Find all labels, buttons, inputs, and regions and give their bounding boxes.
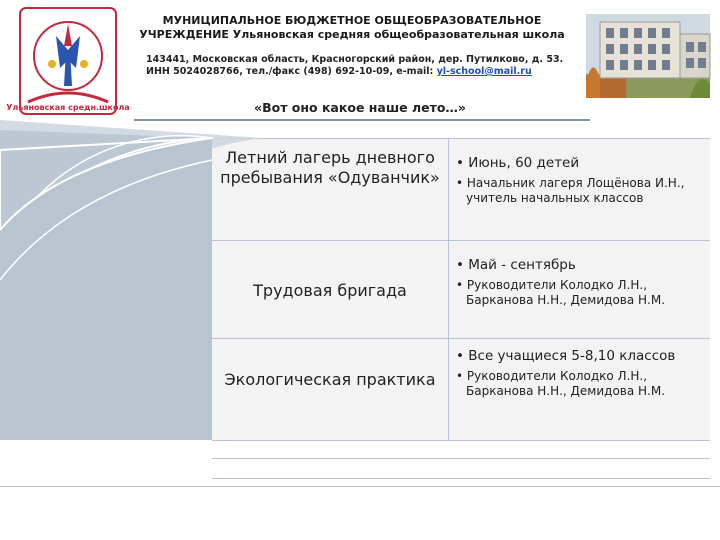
row1-bullet-period: • Июнь, 60 детей (456, 155, 580, 171)
footer-rule-1 (212, 458, 710, 459)
activity-work-brigade: Трудовая бригада (253, 281, 407, 300)
footer-rule-3 (0, 486, 720, 487)
contact-block (146, 54, 586, 78)
logo-caption: Ульяновская средн.школа (6, 103, 130, 112)
arc-outer-fill (0, 120, 220, 540)
row2-bullet-period: • Май - сентябрь (456, 257, 576, 273)
row1-bullet-leader: • Начальник лагеря Лощёнова И.Н., учитель начальных классов (456, 176, 685, 205)
table-rule-bottom (212, 440, 710, 441)
row3-details (456, 348, 686, 398)
row1-details (456, 155, 686, 205)
email-link[interactable]: yl-school@mail.ru (436, 66, 532, 77)
table-column-divider (448, 138, 449, 440)
footer-rule-2 (212, 478, 710, 479)
activity-summer-camp: Летний лагерь дневного пребывания «Одуванчик» (220, 148, 440, 187)
row2-details (456, 257, 686, 307)
table-rule-top (212, 138, 710, 139)
table-rule-row2 (212, 338, 710, 339)
institution-name-line1: МУНИЦИПАЛЬНОЕ БЮДЖЕТНОЕ ОБЩЕОБРАЗОВАТЕЛЬНОЕ (162, 14, 542, 27)
page-title: «Вот оно какое наше лето…» (254, 100, 466, 115)
school-building-photo (586, 14, 710, 98)
row3-bullet-leaders: • Руководители Колодко Л.Н., Барканова Н.Н., Демидова Н.М. (456, 369, 666, 398)
activity-ecological-practice: Экологическая практика (224, 370, 436, 389)
row2-bullet-leaders: • Руководители Колодко Л.Н., Барканова Н.Н., Демидова Н.М. (456, 278, 666, 307)
inn-line (146, 66, 586, 78)
inn-phone-text: ИНН 5024028766, тел./факс (498) 692-10-09, e-mail: (146, 66, 437, 77)
table-rule-row1 (212, 240, 710, 241)
address-line: 143441, Московская область, Красногорский район, дер. Путилково, д. 53. (146, 54, 564, 65)
row3-bullet-participants: • Все учащиеся 5-8,10 классов (456, 348, 676, 364)
institution-name-line2: УЧРЕЖДЕНИЕ Ульяновская средняя общеобразовательная школа (139, 28, 565, 41)
institution-header (122, 14, 582, 42)
